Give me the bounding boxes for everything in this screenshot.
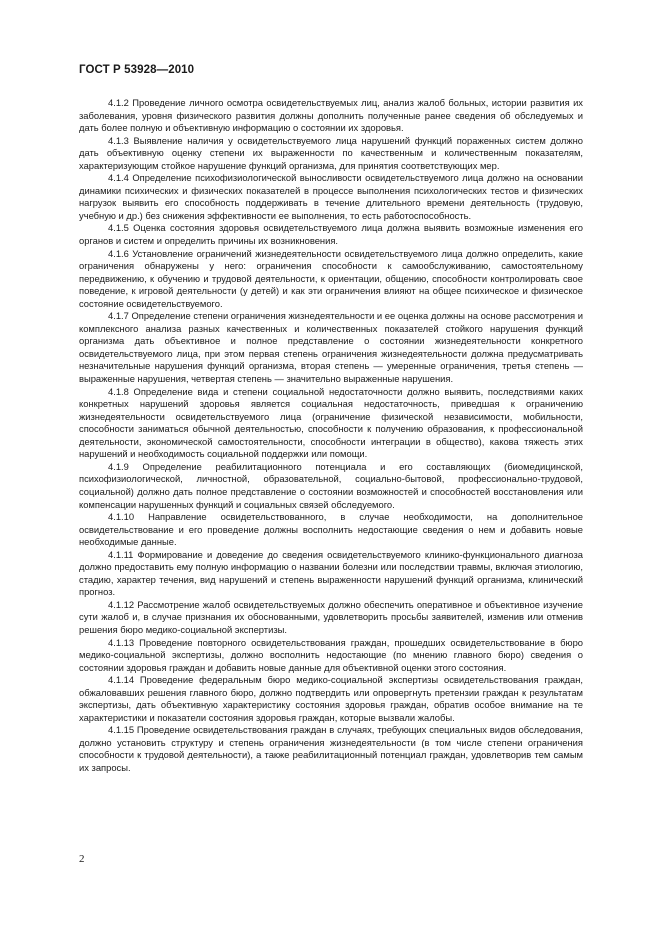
paragraph-4-1-9: 4.1.9 Определение реабилитационного потенциала и его составляющих (биомедицинской, психофизиологической, личностной, образовательной, социально-бытовой, профессионально-трудовой, социальной) должно дать полное представление о состоянии возможностей и способностей восстановления или компенсации нарушенных функций и социальных связей обследуемого. bbox=[79, 460, 583, 510]
paragraph-4-1-14: 4.1.14 Проведение федеральным бюро медико-социальной экспертизы освидетельствования граждан, обжаловавших решения главного бюро, должно подтвердить или опровергнуть претензии граждан к результатам экспертизы, дать объективную характеристику состояния здоровья граждан, обратив особое внимание на те характеристики и показатели состояния здоровья граждан, которые вызвали жалобы. bbox=[79, 674, 583, 723]
paragraph-4-1-11: 4.1.11 Формирование и доведение до сведения освидетельствуемого клинико-функционального диагноза должно предоставить ему полную информацию о названии болезни или последствии травмы, включая этиологию, стадию, характер течения, вид нарушений и степень выраженности нарушений функций организма, клинический прогноз. bbox=[79, 548, 583, 598]
paragraph-4-1-5: 4.1.5 Оценка состояния здоровья освидетельствуемого лица должна выявить возможные изменения его органов и систем и определить причины их возникновения. bbox=[79, 222, 583, 247]
paragraph-4-1-2: 4.1.2 Проведение личного осмотра освидетельствуемых лиц, анализ жалоб больных, истории развития их заболевания, уровня физического развития должны дополнить полученные ранее сведения об обследуемых и дать более полную и объективную информацию о состоянии их здоровья. bbox=[79, 97, 583, 134]
paragraph-4-1-4: 4.1.4 Определение психофизиологической выносливости освидетельствуемого лица должно на основании динамики психических и физических показателей в процессе выполнения психологических тестов и физических нагрузок выявить его способность поддерживать в течение длительного времени деятельность (трудовую, учебную и др.) без снижения эффективности ее выполнения, то есть работоспособность. bbox=[79, 172, 583, 221]
paragraph-4-1-6: 4.1.6 Установление ограничений жизнедеятельности освидетельствуемого лица должно определить, какие ограничения обнаружены у него: ограничения способности к самообслуживанию, самостоятельному передвижению, к обучению и трудовой деятельности, к ориентации, общению, способности контролировать свое поведение, к игровой деятельности (у детей) и как эти ограничения влияют на общее психическое и физическое состояние освидетельствуемого. bbox=[79, 247, 583, 309]
page-number: 2 bbox=[79, 853, 85, 865]
section-body bbox=[79, 97, 583, 775]
paragraph-4-1-3: 4.1.3 Выявление наличия у освидетельствуемого лица нарушений функций пораженных систем должно дать объективную оценку степени их выраженности по качественным и количественным показателям, характеризующим стойкое нарушение функций организма, для принятия соответствующих мер. bbox=[79, 134, 583, 171]
paragraph-4-1-8: 4.1.8 Определение вида и степени социальной недостаточности должно выявить, последствиями каких конкретных нарушений здоровья является социальная недостаточность, приведшая к ограничению жизнедеятельности освидетельствуемого лица (ограничение физической независимости, мобильности, способности заниматься обычной деятельностью, способности к получению образования, к профессиональной деятельности, экономической самостоятельности, способности интеграции в общество), какова тяжесть этих нарушений и необходимость социальной поддержки или помощи. bbox=[79, 385, 583, 460]
standard-header: ГОСТ Р 53928—2010 bbox=[79, 64, 195, 76]
paragraph-4-1-7: 4.1.7 Определение степени ограничения жизнедеятельности и ее оценка должны на основе рассмотрения и комплексного анализа разных качественных и количественных показателей стойкого нарушения функций организма дать объективное и полное представление о состоянии жизнедеятельности конкретного освидетельствуемого лица, при этом первая степень ограничения жизнедеятельности должна предусматривать незначительные нарушения функций организма, вторая степень — умеренные ограничения, третья степень — выраженные нарушения, четвертая степень — значительно выраженные нарушения. bbox=[79, 310, 583, 385]
paragraph-4-1-15: 4.1.15 Проведение освидетельствования граждан в случаях, требующих специальных видов обследования, должно установить структуру и степень ограничения жизнедеятельности (в том числе степени ограничения способности к трудовой деятельности), а также реабилитационный потенциал граждан, удовлетворив тем самым их запросы. bbox=[79, 724, 583, 773]
paragraph-4-1-10: 4.1.10 Направление освидетельствованного, в случае необходимости, на дополнительное освидетельствование и его проведение должны восполнить недостающие сведения о нем и добавить новые необходимые данные. bbox=[79, 511, 583, 548]
paragraph-4-1-12: 4.1.12 Рассмотрение жалоб освидетельствуемых должно обеспечить оперативное и объективное изучение сути жалоб и, в случае признания их обоснованными, удовлетворить просьбы заявителей, изменив или отменив решения бюро медико-социальной экспертизы. bbox=[79, 598, 583, 635]
paragraph-4-1-13: 4.1.13 Проведение повторного освидетельствования граждан, прошедших освидетельствование в бюро медико-социальной экспертизы, должно восполнить недостающие (по мнению главного бюро) сведения о состоянии здоровья граждан и добавить новые данные для объективной оценки этого состояния. bbox=[79, 636, 583, 673]
